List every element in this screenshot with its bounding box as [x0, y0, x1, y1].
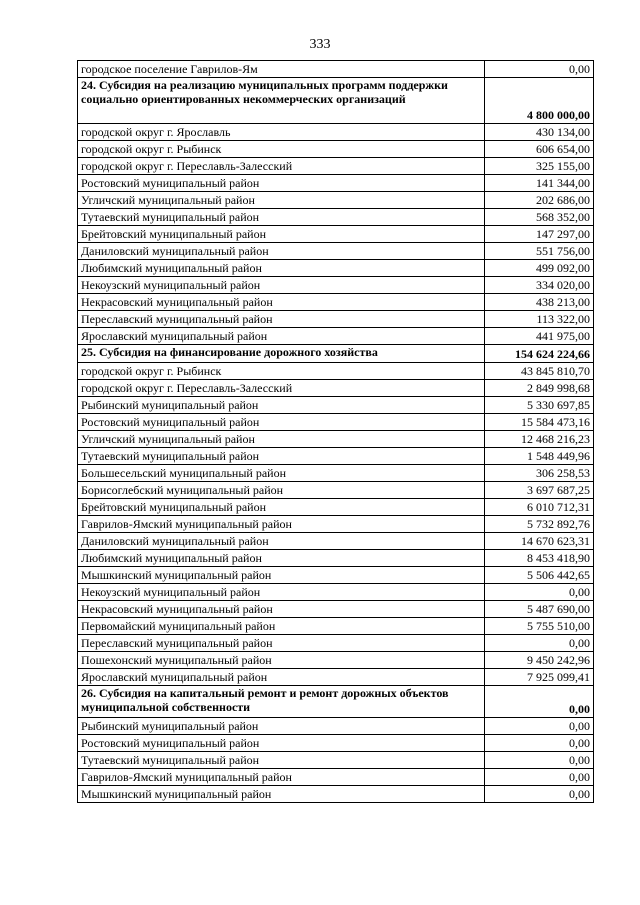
table-row	[78, 124, 594, 141]
table-row	[78, 769, 594, 786]
table-row	[78, 786, 594, 803]
recipient-name: Некрасовский муниципальный район	[78, 601, 485, 618]
subsidy-amount: 325 155,00	[485, 158, 594, 175]
table-row	[78, 550, 594, 567]
subsidy-amount: 0,00	[485, 786, 594, 803]
recipient-name: Переславский муниципальный район	[78, 311, 485, 328]
recipient-name: Брейтовский муниципальный район	[78, 226, 485, 243]
recipient-name: Любимский муниципальный район	[78, 260, 485, 277]
recipient-name: Некрасовский муниципальный район	[78, 294, 485, 311]
table-row	[78, 735, 594, 752]
recipient-name: Рыбинский муниципальный район	[78, 718, 485, 735]
recipient-name: городской округ г. Переславль-Залесский	[78, 380, 485, 397]
budget-table	[77, 60, 594, 803]
recipient-name: Рыбинский муниципальный район	[78, 397, 485, 414]
table-row	[78, 669, 594, 686]
subsidy-amount: 113 322,00	[485, 311, 594, 328]
recipient-name: Угличский муниципальный район	[78, 431, 485, 448]
recipient-name: Большесельский муниципальный район	[78, 465, 485, 482]
table-row	[78, 380, 594, 397]
recipient-name: Ростовский муниципальный район	[78, 175, 485, 192]
recipient-name: Ярославский муниципальный район	[78, 328, 485, 345]
subsidy-amount: 2 849 998,68	[485, 380, 594, 397]
recipient-name: Ростовский муниципальный район	[78, 735, 485, 752]
subsidy-amount: 141 344,00	[485, 175, 594, 192]
table-row	[78, 752, 594, 769]
table-row	[78, 260, 594, 277]
recipient-name: Гаврилов-Ямский муниципальный район	[78, 516, 485, 533]
table-row	[78, 516, 594, 533]
table-row	[78, 652, 594, 669]
recipient-name: Даниловский муниципальный район	[78, 243, 485, 260]
recipient-name: городской округ г. Рыбинск	[78, 363, 485, 380]
subsidy-amount: 9 450 242,96	[485, 652, 594, 669]
table-row	[78, 584, 594, 601]
table-row	[78, 718, 594, 735]
table-body	[78, 61, 594, 803]
page-number: 333	[309, 37, 331, 52]
recipient-name: Переславский муниципальный район	[78, 635, 485, 652]
subsidy-amount: 15 584 473,16	[485, 414, 594, 431]
subsidy-amount: 147 297,00	[485, 226, 594, 243]
subsidy-amount: 14 670 623,31	[485, 533, 594, 550]
table-row	[78, 328, 594, 345]
recipient-name: Тутаевский муниципальный район	[78, 209, 485, 226]
subsidy-amount: 5 330 697,85	[485, 397, 594, 414]
subsidy-amount: 430 134,00	[485, 124, 594, 141]
subsidy-amount: 43 845 810,70	[485, 363, 594, 380]
table-row	[78, 618, 594, 635]
recipient-name: Угличский муниципальный район	[78, 192, 485, 209]
recipient-name: Ярославский муниципальный район	[78, 669, 485, 686]
section-header-row	[78, 78, 594, 124]
table-row	[78, 175, 594, 192]
recipient-name: Мышкинский муниципальный район	[78, 786, 485, 803]
recipient-name: Любимский муниципальный район	[78, 550, 485, 567]
table-row	[78, 482, 594, 499]
recipient-name: городское поселение Гаврилов-Ям	[78, 61, 485, 78]
table-row	[78, 294, 594, 311]
subsidy-amount: 5 755 510,00	[485, 618, 594, 635]
subsidy-amount: 306 258,53	[485, 465, 594, 482]
subsidy-amount: 154 624 224,66	[485, 345, 594, 363]
table-row	[78, 465, 594, 482]
recipient-name: городской округ г. Рыбинск	[78, 141, 485, 158]
table-row	[78, 226, 594, 243]
table-row	[78, 601, 594, 618]
subsidy-amount: 0,00	[485, 718, 594, 735]
subsidy-amount: 0,00	[485, 752, 594, 769]
subsidy-amount: 6 010 712,31	[485, 499, 594, 516]
subsidy-amount: 202 686,00	[485, 192, 594, 209]
recipient-name: Некоузский муниципальный район	[78, 277, 485, 294]
subsidy-amount: 5 732 892,76	[485, 516, 594, 533]
recipient-name: городской округ г. Ярославль	[78, 124, 485, 141]
subsidy-amount: 12 468 216,23	[485, 431, 594, 448]
table-row	[78, 533, 594, 550]
table-row	[78, 158, 594, 175]
subsidy-amount: 8 453 418,90	[485, 550, 594, 567]
subsidy-amount: 1 548 449,96	[485, 448, 594, 465]
table-row	[78, 61, 594, 78]
recipient-name: Тутаевский муниципальный район	[78, 448, 485, 465]
table-row	[78, 499, 594, 516]
subsidy-amount: 0,00	[485, 735, 594, 752]
table-row	[78, 567, 594, 584]
section-header-row	[78, 686, 594, 718]
recipient-name: Некоузский муниципальный район	[78, 584, 485, 601]
table-row	[78, 209, 594, 226]
recipient-name: 25. Субсидия на финансирование дорожного хозяйства	[78, 345, 485, 363]
table-row	[78, 277, 594, 294]
recipient-name: Пошехонский муниципальный район	[78, 652, 485, 669]
subsidy-amount: 551 756,00	[485, 243, 594, 260]
subsidy-amount: 606 654,00	[485, 141, 594, 158]
table-row	[78, 243, 594, 260]
recipient-name: Борисоглебский муниципальный район	[78, 482, 485, 499]
recipient-name: городской округ г. Переславль-Залесский	[78, 158, 485, 175]
recipient-name: Мышкинский муниципальный район	[78, 567, 485, 584]
recipient-name: Брейтовский муниципальный район	[78, 499, 485, 516]
table-row	[78, 311, 594, 328]
subsidy-amount: 0,00	[485, 686, 594, 718]
subsidy-amount: 7 925 099,41	[485, 669, 594, 686]
subsidy-amount: 0,00	[485, 61, 594, 78]
recipient-name: Ростовский муниципальный район	[78, 414, 485, 431]
table-row	[78, 192, 594, 209]
subsidy-amount: 568 352,00	[485, 209, 594, 226]
subsidy-amount: 0,00	[485, 769, 594, 786]
section-header-row	[78, 345, 594, 363]
recipient-name: Даниловский муниципальный район	[78, 533, 485, 550]
subsidy-amount: 441 975,00	[485, 328, 594, 345]
table-row	[78, 141, 594, 158]
recipient-name: 24. Субсидия на реализацию муниципальных программ поддержки социально ориентированных некоммерческих организаций	[78, 78, 485, 124]
subsidy-amount: 0,00	[485, 635, 594, 652]
subsidy-amount: 4 800 000,00	[485, 78, 594, 124]
table-row	[78, 397, 594, 414]
subsidy-amount: 5 506 442,65	[485, 567, 594, 584]
subsidy-amount: 438 213,00	[485, 294, 594, 311]
subsidy-amount: 5 487 690,00	[485, 601, 594, 618]
subsidy-amount: 334 020,00	[485, 277, 594, 294]
table-row	[78, 363, 594, 380]
subsidy-amount: 3 697 687,25	[485, 482, 594, 499]
table-row	[78, 414, 594, 431]
recipient-name: Тутаевский муниципальный район	[78, 752, 485, 769]
subsidy-amount: 0,00	[485, 584, 594, 601]
recipient-name: 26. Субсидия на капитальный ремонт и ремонт дорожных объектов муниципальной собственности	[78, 686, 485, 718]
table-row	[78, 635, 594, 652]
recipient-name: Гаврилов-Ямский муниципальный район	[78, 769, 485, 786]
subsidy-amount: 499 092,00	[485, 260, 594, 277]
recipient-name: Первомайский муниципальный район	[78, 618, 485, 635]
table-row	[78, 448, 594, 465]
table-row	[78, 431, 594, 448]
